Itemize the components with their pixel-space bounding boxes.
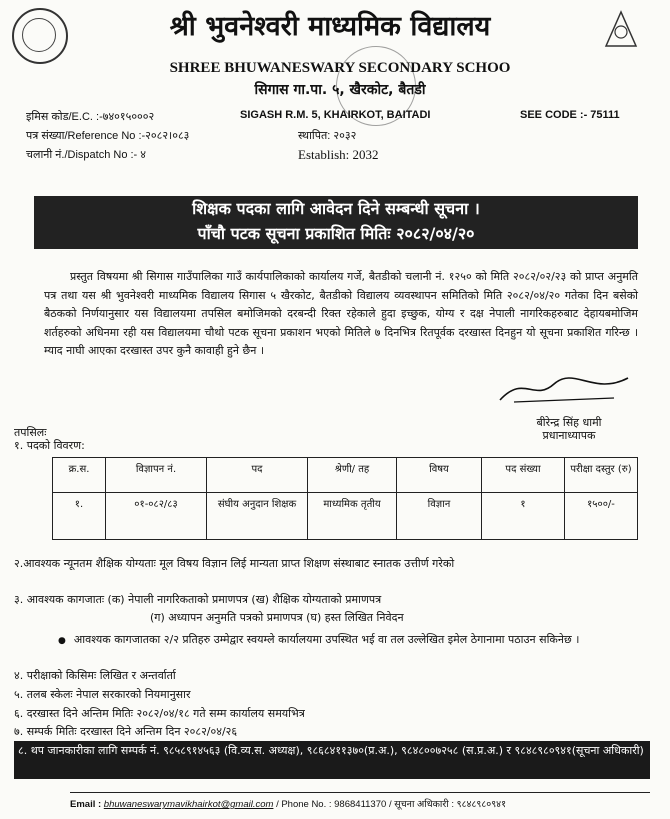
- contact-info-bar: ८. थप जानकारीका लागि सम्पर्क नं. ९८५८९१४५६३ (वि.व्य.स. अध्यक्ष), ९८६८४११३७०(प्र.अ.), ९८४८००७२५८ (स.प्र.अ.) र ९८४८९८०९४१(सूचना अधिकारी): [14, 741, 650, 779]
- nepal-emblem-icon: [598, 6, 644, 52]
- school-address-nepali: सिगास गा.पा. ५, खैरकोट, बैतडी: [254, 82, 426, 98]
- cell-fee: १५००/-: [565, 493, 638, 540]
- header-level: श्रेणी/ तह: [308, 458, 397, 493]
- footer-divider: [70, 792, 650, 793]
- notice-paragraph: प्रस्तुत विषयमा श्री सिगास गाउँपालिका गाउँ कार्यपालिकाको कार्यालय गर्जे, बैतडीको चलानी नं. १२५० को मिति २०८२/०२/२३ को प्राप्त अनुमति पत्र तथा यस श्री भुवनेश्वरी माध्यमिक विद्यालय सिगास ५ खैरकोट, बैतडीको विद्यालय व्यवस्थापन समितिको मिति २०८२/०४/२० गतेका दिन बसेको बैठकको निर्णयानुसार यस विद्यालयमा तपसिल बमोजिमको दरबन्दी रिक्त रहेकाले हुदा इच्छुक, योग्य र दक्ष नेपाली नागरिकहरुबाट देहायबमोजिम शर्तहरुको अधिनमा रही यस विद्यालयमा चौथो पटक सूचना प्रकाशन भएको मितिले ७ दिनभित्र रितपूर्वक दरखास्त दिनहुन यो सूचना प्रकाशित गरिन्छ । म्याद नाघी आएका दरखास्त उपर कुनै कावाही हुने छैन ।: [44, 270, 638, 357]
- notice-title: शिक्षक पदका लागि आवेदन दिने सम्बन्धी सूचना ।: [192, 199, 480, 218]
- document-submission-note: ● आवश्यक कागजातका २/२ प्रतिहरु उम्मेद्वार स्वयम्ले कार्यालयमा उपस्थित भई वा तल उल्लेखित इमेल ठेगानामा पठाउन सकिनेछ ।: [58, 632, 638, 649]
- header-post: पद: [207, 458, 308, 493]
- dispatch-number: चलानी नं./Dispatch No :- ४: [26, 149, 146, 161]
- header-sn: क्र.स.: [53, 458, 106, 493]
- notice-publish-date: पाँचौ पटक सूचना प्रकाशित मितिः २०८२/०४/२०: [197, 224, 475, 243]
- school-name-english: SHREE BHUWANESWARY SECONDARY SCHOO: [169, 60, 511, 76]
- header-fee: परीक्षा दस्तुर (रु): [565, 458, 638, 493]
- notice-heading-box: [34, 196, 638, 249]
- notice-body: [44, 268, 638, 361]
- address-english: SIGASH R.M. 5, KHAIRKOT, BAITADI: [240, 109, 431, 121]
- school-logo-icon: [12, 8, 68, 64]
- header-count: पद संख्या: [482, 458, 565, 493]
- salary-scale: ५. तलब स्केलः नेपाल सरकारको नियमानुसार: [14, 688, 191, 701]
- requirement-documents-cont: (ग) अध्यापन अनुमति पत्रको प्रमाणपत्र (घ) हस्त लिखित निवेदन: [150, 611, 404, 624]
- table-row: [53, 493, 638, 540]
- requirement-documents: ३. आवश्यक कागजातः (क) नेपाली नागरिकताको प्रमाणपत्र (ख) शैक्षिक योग्यताको प्रमाणपत्र: [14, 593, 382, 606]
- exam-type: ४. परीक्षाको किसिमः लिखित र अन्तर्वार्ता: [14, 669, 176, 682]
- requirement-qualification: २.आवश्यक न्यूनतम शैक्षिक योग्यताः मूल विषय विज्ञान लिई मान्यता प्राप्त शिक्षण संस्थाबाट स्नातक उत्तीर्ण गरेको: [14, 557, 455, 570]
- info-officer-contact: / सूचना अधिकारी : ९८४८९८०९४१: [388, 799, 507, 810]
- cell-ad-no: ०१-०८२/८३: [106, 493, 207, 540]
- signature-icon: [494, 372, 634, 408]
- cell-post: संघीय अनुदान शिक्षक: [207, 493, 308, 540]
- reference-number: पत्र संख्या/Reference No :-२०८२।०८३: [26, 130, 190, 142]
- emis-code: इमिस कोड/E.C. :-७४०१५०००२: [26, 111, 155, 123]
- cell-count: १: [482, 493, 565, 540]
- email-label: Email :: [70, 799, 102, 810]
- application-deadline: ६. दरखास्त दिने अन्तिम मितिः २०८२/०४/१८ गते सम्म कार्यालय समयभित्र: [14, 707, 305, 720]
- cell-level: माध्यमिक तृतीय: [308, 493, 397, 540]
- school-name-nepali: श्री भुवनेश्वरी माध्यमिक विद्यालय: [169, 11, 491, 42]
- signatory-name: बीरेन्द्र सिंह धामी: [536, 416, 602, 429]
- cell-sn: १.: [53, 493, 106, 540]
- email-link[interactable]: bhuwaneswarymavikhairkot@gmail.com: [103, 799, 274, 810]
- phone-number: / Phone No. : 9868411370: [276, 799, 387, 810]
- position-details-heading: १. पदको विवरण:: [14, 439, 85, 452]
- header-ad-no: विज्ञापन नं.: [106, 458, 207, 493]
- signatory-title: प्रधानाध्यापक: [542, 429, 596, 442]
- cell-subject: विज्ञान: [397, 493, 482, 540]
- see-code: SEE CODE :- 75111: [520, 109, 620, 121]
- header-subject: विषय: [397, 458, 482, 493]
- established-english: Establish: 2032: [298, 147, 379, 162]
- established-nepali: स्थापित: २०३२: [298, 130, 357, 142]
- details-heading: तपसिलः: [14, 426, 47, 439]
- contact-date: ७. सम्पर्क मितिः दरखास्त दिने अन्तिम दिन २०८२/०४/२६: [14, 725, 238, 738]
- vacancy-table: [52, 457, 638, 540]
- footer: [70, 797, 650, 810]
- signatory: [504, 416, 634, 442]
